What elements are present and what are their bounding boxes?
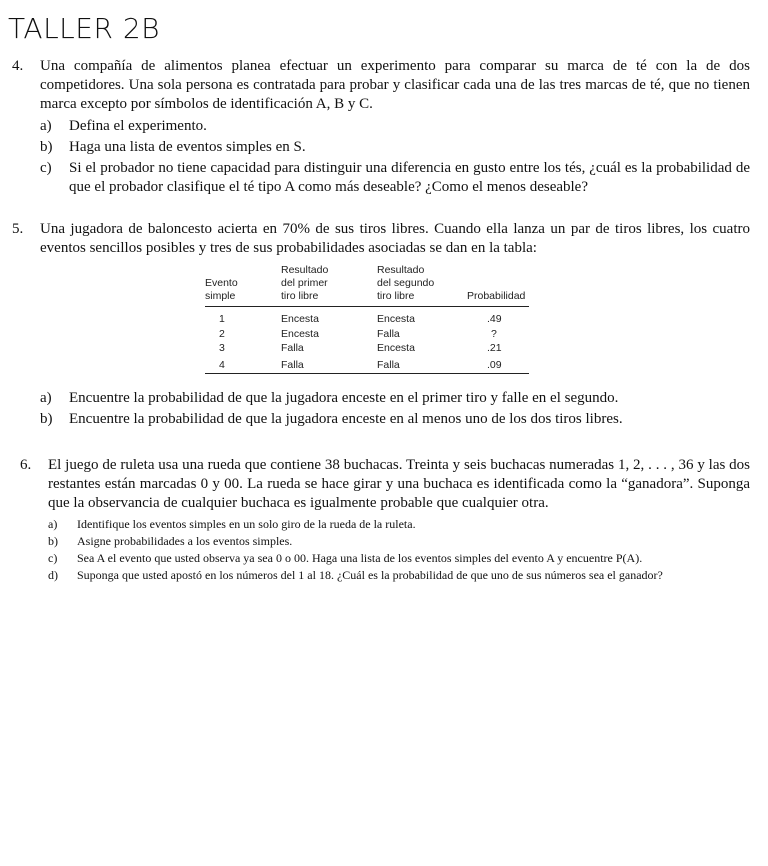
item-label: b)	[40, 411, 53, 427]
item-label: c)	[48, 551, 58, 565]
item-text: Sea A el evento que usted observa ya sea 0 o 00. Haga una lista de los eventos simples del evento A y encuentre P(A).	[77, 551, 643, 565]
list-item	[40, 389, 750, 408]
item-text: Si el probador no tiene capacidad para distinguir una diferencia en gusto entre los tés, ¿cuál es la probabilidad de que el probador clasifique el té tipo A como más deseable? ¿Como el menos deseable?	[69, 160, 750, 195]
item-text: Haga una lista de eventos simples en S.	[69, 139, 306, 155]
problem-number: 4.	[12, 58, 24, 74]
list-item	[48, 516, 750, 533]
page-title: TALLER 2B	[8, 12, 160, 45]
item-label: d)	[48, 568, 58, 582]
header-evento: Evento simple	[205, 277, 238, 302]
probability-table	[205, 265, 529, 374]
list-item	[40, 138, 750, 157]
header-segundo-tiro: Resultado del segundo tiro libre	[377, 264, 435, 302]
item-text: Suponga que usted apostó en los números del 1 al 18. ¿Cuál es la probabilidad de que uno de sus números sea el ganador?	[77, 568, 663, 582]
item-text: Asigne probabilidades a los eventos simples.	[77, 534, 293, 548]
header-probabilidad: Probabilidad	[467, 290, 526, 302]
table-row: 1 Encesta Encesta .49	[219, 313, 502, 325]
item-text: Identifique los eventos simples en un solo giro de la rueda de la ruleta.	[77, 517, 416, 531]
problem-6	[20, 456, 750, 584]
item-label: b)	[40, 139, 53, 155]
item-text: Encuentre la probabilidad de que la jugadora enceste en al menos uno de los dos tiros libres.	[69, 411, 623, 427]
list-item	[40, 159, 750, 197]
problem-4	[12, 57, 750, 197]
problem-5	[12, 220, 750, 258]
table-row: 3 Falla Encesta .21	[219, 342, 502, 354]
list-item	[48, 567, 750, 584]
problem-number: 6.	[20, 457, 32, 473]
problem-statement: Una jugadora de baloncesto acierta en 70% de sus tiros libres. Cuando ella lanza un par de tiros libres, los cuatro eventos sencillos posibles y tres de sus probabilidades asociadas se dan en la tabla:	[40, 221, 750, 256]
problem-5-items	[12, 387, 750, 429]
list-item	[48, 533, 750, 550]
item-label: b)	[48, 534, 58, 548]
table-header	[205, 265, 529, 307]
item-label: a)	[40, 118, 52, 134]
item-label: c)	[40, 160, 52, 176]
item-text: Encuentre la probabilidad de que la jugadora enceste en el primer tiro y falle en el segundo.	[69, 390, 619, 406]
table-row: 2 Encesta Falla ?	[219, 327, 497, 340]
item-text: Defina el experimento.	[69, 118, 207, 134]
problem-statement: Una compañía de alimentos planea efectuar un experimento para comparar su marca de té con la de dos competidores. Una sola persona es contratada para probar y clasificar cada una de las tres marcas de té, que no tienen marca excepto por símbolos de identificación A, B y C.	[40, 58, 750, 112]
table-row: 4 Falla Falla .09	[205, 356, 529, 374]
problem-statement: El juego de ruleta usa una rueda que contiene 38 buchacas. Treinta y seis buchacas numeradas 1, 2, . . . , 36 y las dos restantes están marcadas 0 y 00. La rueda se hace girar y una buchaca es identificada como la “ganadora”. Suponga que la observancia de cualquier buchaca es igualmente probable que cualquier otra.	[48, 457, 750, 511]
list-item	[40, 117, 750, 136]
problem-number: 5.	[12, 221, 24, 237]
list-item	[40, 410, 750, 429]
list-item	[48, 550, 750, 567]
item-label: a)	[48, 517, 58, 531]
item-label: a)	[40, 390, 52, 406]
header-primer-tiro: Resultado del primer tiro libre	[281, 264, 329, 302]
